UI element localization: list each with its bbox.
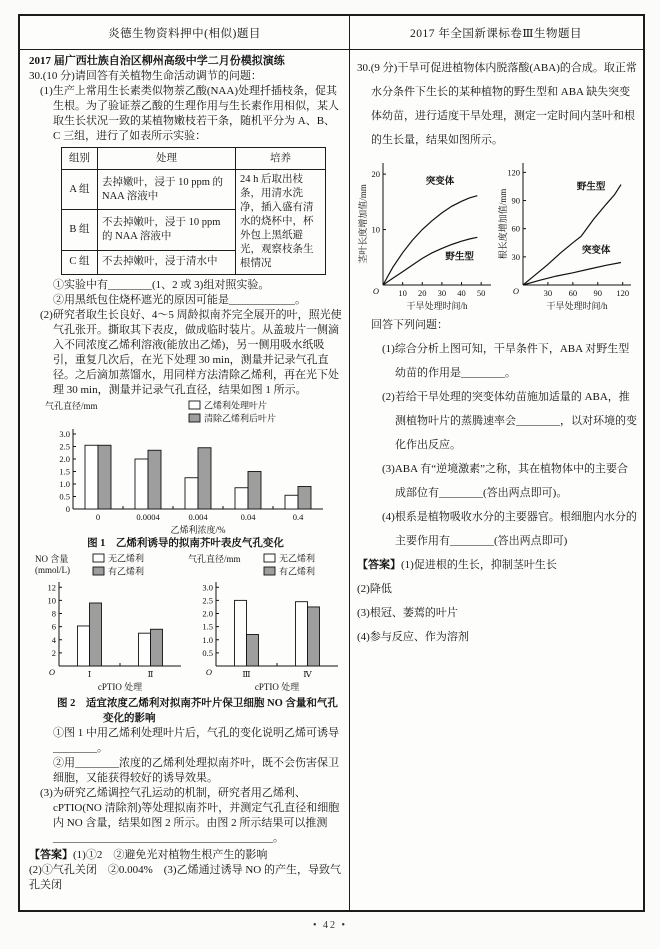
svg-text:0.04: 0.04: [240, 512, 256, 522]
svg-text:Ⅳ: Ⅳ: [302, 669, 312, 679]
left-column: [20, 50, 349, 912]
svg-text:0.0004: 0.0004: [136, 512, 160, 522]
svg-text:1.0: 1.0: [201, 634, 213, 645]
svg-text:0.5: 0.5: [59, 491, 70, 502]
culture-cell: 24 h 后取出枝条，用清水洗净，插入盛有清水的烧杯中，杯外包上黑纸避光，观察枝条生根情况: [236, 170, 326, 275]
svg-text:2.5: 2.5: [201, 595, 213, 606]
right-question-intro: 30.(9 分)干旱可促进植物体内脱落酸(ABA)的合成。取正常水分条件下生长的某种植物的野生型和 ABA 缺失突变体幼苗，进行适度干旱处理，测定一定时间内茎叶和根的生长量，结果如图所示。: [357, 62, 637, 146]
table-row: [62, 170, 326, 210]
svg-text:Ⅱ: Ⅱ: [147, 669, 154, 679]
svg-text:气孔直径/mm: 气孔直径/mm: [187, 554, 241, 564]
col-header-treatment: 处理: [98, 148, 236, 170]
svg-text:90: 90: [511, 195, 520, 206]
right-part1: (1)综合分析上图可知，干旱条件下，ABA 对野生型幼苗的作用是________。: [382, 343, 630, 379]
svg-text:4: 4: [51, 634, 56, 645]
svg-text:1.5: 1.5: [201, 621, 213, 632]
right-answer-line-4: (4)参与反应、作为溶剂: [357, 631, 469, 643]
svg-text:Ⅰ: Ⅰ: [87, 669, 92, 679]
right-answer-line-2: (2)降低: [357, 583, 392, 595]
table-header-row: [62, 148, 326, 170]
svg-text:根长度增加值/mm: 根长度增加值/mm: [498, 188, 508, 260]
right-column: [349, 50, 643, 912]
svg-text:0.004: 0.004: [188, 512, 208, 522]
right-answer-line-3: (3)根冠、萎蔫的叶片: [357, 607, 458, 619]
svg-text:O: O: [512, 286, 519, 296]
svg-text:突变体: 突变体: [581, 246, 611, 257]
svg-text:30: 30: [511, 251, 520, 262]
svg-text:无乙烯利: 无乙烯利: [278, 553, 315, 564]
svg-text:O: O: [48, 667, 55, 677]
svg-text:8: 8: [51, 608, 56, 619]
exam-sheet: [18, 14, 645, 912]
root-growth-line-chart: [497, 153, 637, 313]
svg-text:cPTIO 处理: cPTIO 处理: [254, 682, 299, 692]
right-part3: (3)ABA 有“逆境激素”之称，其在植物体中的主要合成部位有________(答出两点即可)。: [382, 463, 628, 499]
svg-text:3.0: 3.0: [59, 429, 70, 439]
header-right-title: 2017 年全国新课标卷Ⅲ生物题目: [410, 27, 582, 40]
group-c-cell: C 组: [62, 250, 98, 274]
svg-text:0.4: 0.4: [292, 512, 304, 522]
page-number: • 42 •: [312, 920, 347, 931]
svg-text:0: 0: [95, 512, 101, 522]
treatment-a-cell: 去掉嫩叶，浸于 10 ppm 的 NAA 溶液中: [98, 170, 236, 210]
svg-text:NO 含量: NO 含量: [35, 554, 69, 564]
svg-text:清除乙烯利后叶片: 清除乙烯利后叶片: [204, 413, 277, 424]
answer-label: 【答案】: [357, 559, 401, 571]
svg-text:12: 12: [47, 582, 56, 593]
left-answer-line-2: (2)①气孔关闭 ②0.004% (3)乙烯通过诱导 NO 的产生，导致气孔关闭: [29, 864, 341, 891]
svg-text:乙烯利浓度/%: 乙烯利浓度/%: [170, 525, 226, 535]
svg-text:突变体: 突变体: [425, 177, 455, 188]
group-a-cell: A 组: [62, 170, 98, 210]
question-2-2: ②用________浓度的乙烯利处理拟南芥叶，既不会伤害保卫细胞，又能获得较好的诱导效果。: [53, 757, 339, 784]
svg-text:60: 60: [511, 223, 520, 234]
left-answer-line-1: [29, 848, 342, 863]
svg-text:10: 10: [47, 595, 56, 606]
left-part1: (1)生产上常用生长素类似物萘乙酸(NAA)处理扦插枝条，促其生根。为了验证萘乙酸的生理作用与生长素作用相似，某人取生长状况一致的某植物嫩枝若干条，随机平分为 A、B、C 三组，进行了如表所示实验：: [40, 85, 339, 142]
figure2-stoma-diameter-chart: [186, 552, 343, 696]
svg-text:50: 50: [476, 288, 486, 298]
question-2-1: ①图 1 中用乙烯利处理叶片后，气孔的变化说明乙烯可诱导________。: [53, 727, 339, 754]
svg-text:2.0: 2.0: [201, 608, 213, 619]
svg-text:10: 10: [371, 224, 380, 235]
source-title: 2017 届广西壮族自治区柳州高级中学二月份模拟演练: [29, 55, 285, 67]
answer-text: (1)①2 ②避免光对植物生根产生的影响: [73, 849, 268, 861]
svg-text:1.5: 1.5: [59, 466, 70, 477]
svg-text:2.5: 2.5: [59, 441, 70, 452]
svg-text:气孔直径/mm: 气孔直径/mm: [45, 401, 98, 411]
svg-text:1.0: 1.0: [59, 479, 70, 489]
left-part3: (3)为研究乙烯调控气孔运动的机制，研究者用乙烯利、cPTIO(NO 清除剂)等处理拟南芥叶，并测定气孔直径和细胞内 NO 含量，结果如图 2 所示。由图 2 所示结果可以推测________________________________________。: [40, 787, 340, 844]
svg-text:6: 6: [51, 621, 56, 632]
answer-text: (1)促进根的生长，抑制茎叶生长: [401, 559, 557, 571]
svg-text:Ⅲ: Ⅲ: [241, 669, 251, 679]
svg-text:30: 30: [437, 288, 447, 298]
svg-text:无乙烯利: 无乙烯利: [108, 553, 145, 564]
figure1-caption: 图 1 乙烯利诱导的拟南芥叶表皮气孔变化: [87, 538, 284, 549]
right-answer-line-1: [357, 553, 637, 577]
figure1-bar-chart: [31, 399, 333, 537]
treatment-c-cell: 不去掉嫩叶，浸于清水中: [98, 250, 236, 274]
svg-text:乙烯利处理叶片: 乙烯利处理叶片: [204, 400, 268, 411]
svg-text:3.0: 3.0: [201, 582, 213, 593]
question-1-1: ①实验中有________(1、2 或 3)组对照实验。: [53, 279, 270, 291]
svg-text:野生型: 野生型: [445, 252, 474, 263]
svg-text:茎叶长度增加值/mm: 茎叶长度增加值/mm: [358, 184, 368, 264]
svg-text:干旱处理时间/h: 干旱处理时间/h: [546, 301, 608, 311]
svg-text:0.5: 0.5: [201, 647, 213, 658]
svg-text:120: 120: [507, 167, 520, 178]
column-divider: [349, 16, 350, 910]
svg-text:野生型: 野生型: [576, 182, 606, 193]
page-header: [20, 16, 643, 50]
question-1-2: ②用黑纸包住烧杯遮光的原因可能是____________。: [53, 294, 306, 306]
experiment-table: [61, 147, 326, 275]
svg-text:O: O: [205, 667, 212, 677]
group-b-cell: B 组: [62, 210, 98, 250]
svg-text:干旱处理时间/h: 干旱处理时间/h: [406, 301, 468, 311]
svg-text:2: 2: [51, 647, 56, 658]
svg-text:20: 20: [371, 169, 380, 180]
right-part4: (4)根系是植物吸收水分的主要器官。根细胞内水分的主要作用有________(答出两点即可): [382, 511, 637, 547]
treatment-b-cell: 不去掉嫩叶，浸于 10 ppm 的 NAA 溶液中: [98, 210, 236, 250]
svg-text:O: O: [372, 286, 379, 296]
svg-text:(mmol/L): (mmol/L): [35, 565, 70, 575]
svg-text:2.0: 2.0: [59, 454, 70, 464]
svg-text:120: 120: [616, 288, 630, 298]
svg-text:40: 40: [457, 288, 466, 298]
svg-text:60: 60: [568, 288, 578, 298]
svg-text:10: 10: [398, 288, 407, 298]
svg-text:有乙烯利: 有乙烯利: [108, 566, 145, 577]
col-header-group: 组别: [62, 148, 98, 170]
svg-text:有乙烯利: 有乙烯利: [278, 566, 315, 577]
left-part2: (2)研究者取生长良好、4～5 周龄拟南芥完全展开的叶，照光使气孔张开。撕取其下表皮，做成临时装片。从盖玻片一侧滴入不同浓度乙烯利溶液(能放出乙烯)，另一侧用吸水纸吸引，重复几次后，在光下处理 30 min，测量并记录气孔直径。之后滴加蒸馏水，用同样方法清除乙烯利，再在光下处理 30 min，测量并记录气孔直径，结果如图 1 所示。: [40, 309, 342, 396]
left-question-intro: 30.(10 分)请回答有关植物生命活动调节的问题：: [29, 70, 262, 82]
shoot-growth-line-chart: [357, 153, 497, 313]
svg-text:30: 30: [543, 288, 553, 298]
figure2-caption: 图 2 适宜浓度乙烯利对拟南芥叶片保卫细胞 NO 含量和气孔变化的影响: [57, 698, 338, 724]
figure2-no-content-chart: [29, 552, 186, 696]
header-left-title: 炎德生物资料押中(相似)题目: [108, 27, 261, 40]
svg-text:20: 20: [418, 288, 427, 298]
right-part2: (2)若给干旱处理的突变体幼苗施加适量的 ABA，推测植物叶片的蒸腾速率会________，以对环境的变化作出反应。: [382, 391, 637, 451]
svg-text:90: 90: [593, 288, 603, 298]
svg-text:cPTIO 处理: cPTIO 处理: [97, 682, 143, 692]
answer-label: 【答案】: [29, 849, 73, 861]
col-header-culture: 培养: [236, 148, 326, 170]
answer-prompt: 回答下列问题：: [371, 319, 448, 331]
svg-text:0: 0: [65, 504, 70, 514]
